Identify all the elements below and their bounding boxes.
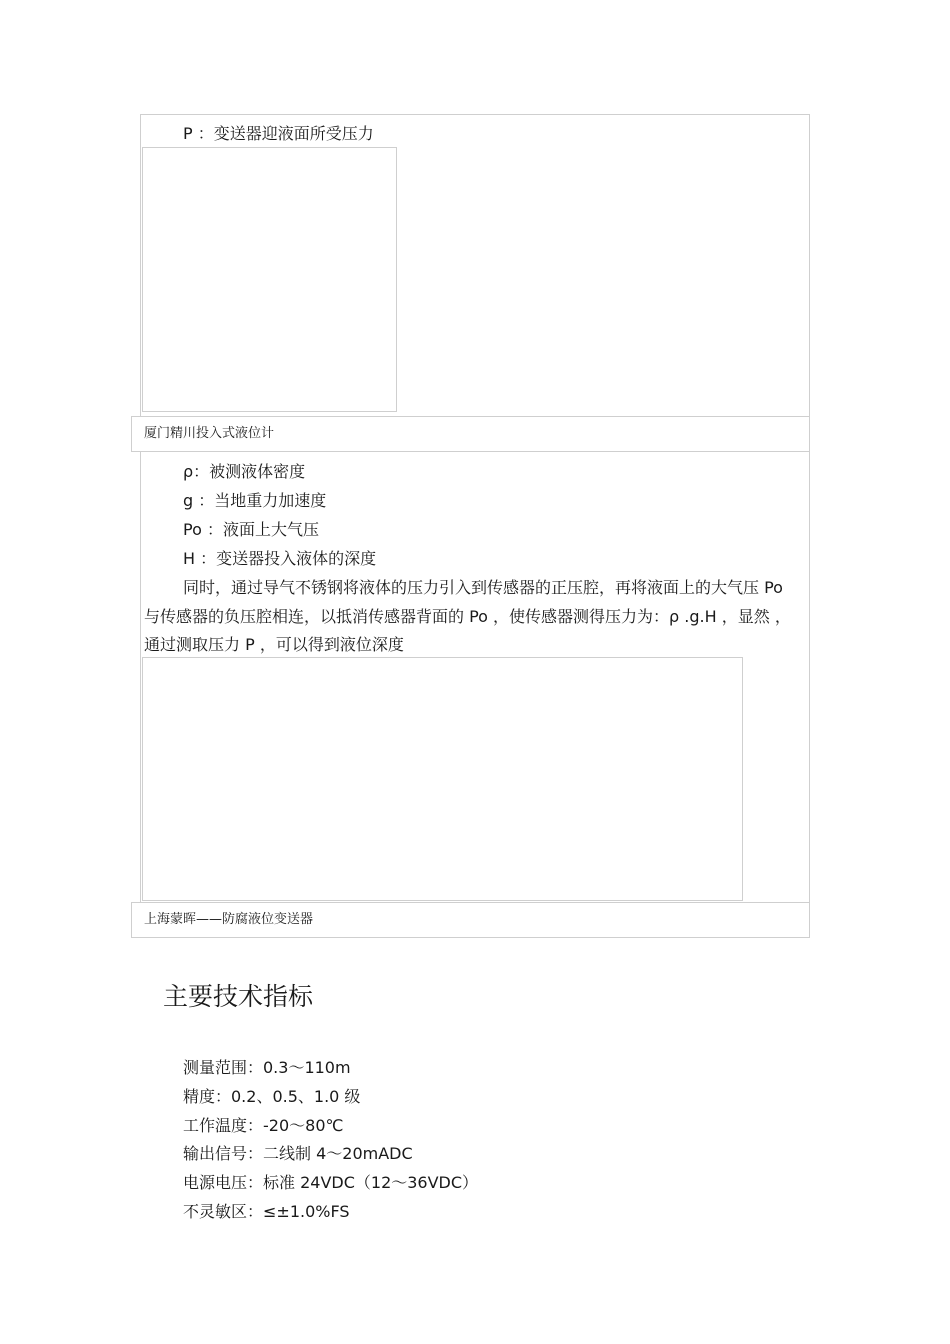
paragraph-line-3: 通过测取压力 P ，可以得到液位深度 <box>144 635 404 654</box>
section-heading: 主要技术指标 <box>163 982 314 1011</box>
definition-po: Po ：液面上大气压 <box>183 520 319 539</box>
definition-h: H ：变送器投入液体的深度 <box>183 549 377 568</box>
image-placeholder-2 <box>142 657 743 901</box>
spec-item: 精度：0.2、0.5、1.0 级 <box>183 1087 361 1106</box>
paragraph-line-2: 与传感器的负压腔相连，以抵消传感器背面的 Po ，使传感器测得压力为：ρ .g.H ，显然 ， <box>144 607 791 626</box>
definition-g: g ：当地重力加速度 <box>183 491 327 510</box>
spec-item: 工作温度：-20～80℃ <box>183 1116 344 1135</box>
definition-rho: ρ：被测液体密度 <box>183 462 306 481</box>
spec-item: 测量范围：0.3～110m <box>183 1058 351 1077</box>
spec-item: 不灵敏区：≤±1.0%FS <box>183 1202 350 1221</box>
spec-item: 输出信号：二线制 4～20mADC <box>183 1144 413 1163</box>
p-definition: P ：变送器迎液面所受压力 <box>183 124 374 143</box>
spec-item: 电源电压：标准 24VDC（12～36VDC） <box>183 1173 479 1192</box>
paragraph-line-1: 同时，通过导气不锈钢将液体的压力引入到传感器的正压腔，再将液面上的大气压 Po <box>183 578 783 597</box>
image-caption-2: 上海蒙晖——防腐液位变送器 <box>131 902 810 938</box>
image-placeholder-1 <box>142 147 397 412</box>
image-caption-1: 厦门精川投入式液位计 <box>131 416 810 452</box>
